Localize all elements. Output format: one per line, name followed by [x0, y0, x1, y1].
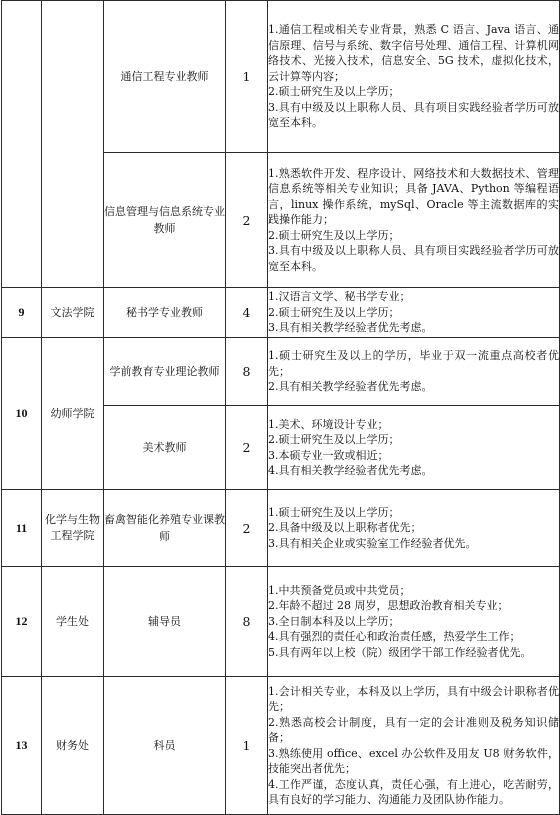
position-title: 辅导员 [104, 567, 226, 677]
department-cell: 幼师学院 [42, 338, 104, 490]
table-row [2, 288, 560, 338]
requirement-item: 1.美术、环境设计专业； [268, 417, 389, 431]
table-row [2, 490, 560, 567]
requirement-item: 2.熟悉高校会计制度，具有一定的会计准则及税务知识储备； [268, 715, 559, 744]
department-cell: 学生处 [42, 567, 104, 677]
row-number [2, 1, 42, 288]
row-number: 10 [2, 338, 42, 490]
department-cell: 财务处 [42, 677, 104, 815]
headcount: 8 [226, 567, 268, 677]
row-number: 9 [2, 288, 42, 338]
row-number: 12 [2, 567, 42, 677]
requirement-item: 3.具有中级及以上职称人员、具有项目实践经验者学历可放宽至本科。 [268, 244, 559, 273]
table-row [2, 338, 560, 406]
position-title: 畜禽智能化养殖专业课教师 [104, 490, 226, 567]
requirements-cell [268, 1, 560, 153]
row-number: 11 [2, 490, 42, 567]
headcount: 2 [226, 490, 268, 567]
requirements-cell [268, 490, 560, 567]
headcount: 8 [226, 338, 268, 406]
requirement-item: 3.熟练使用 office、excel 办公软件及用友 U8 财务软件，技能突出者优先； [268, 746, 559, 775]
requirement-item: 2.年龄不超过 28 周岁，思想政治教育相关专业； [268, 599, 509, 613]
requirement-item: 3.具有中级及以上职称人员、具有项目实践经验者学历可放宽至本科。 [268, 100, 559, 130]
requirement-item: 3.具有相关企业或实验室工作经验者优先。 [268, 536, 477, 550]
requirement-item: 3.具有相关教学经验者优先考虑。 [268, 321, 433, 335]
requirement-item: 2.硕士研究生及以上学历； [268, 305, 400, 319]
requirement-item: 1.熟悉软件开发、程序设计、网络技术和大数据技术、管理信息系统等相关专业知识；具备 JAVA、Python 等编程语言，linux 操作系统，mySql、Oracle 等主流数据库的实践操作能力； [268, 166, 559, 227]
requirements-cell [268, 153, 560, 288]
headcount: 4 [226, 288, 268, 338]
requirements-cell [268, 677, 560, 815]
requirements-cell [268, 338, 560, 406]
position-title: 科员 [104, 677, 226, 815]
requirement-item: 4.具有相关教学经验者优先考虑。 [268, 464, 433, 477]
headcount: 2 [226, 406, 268, 490]
department-cell: 化学与生物工程学院 [42, 490, 104, 567]
row-number: 13 [2, 677, 42, 815]
recruitment-table [1, 0, 560, 815]
position-title: 通信工程专业教师 [104, 1, 226, 153]
requirements-cell [268, 288, 560, 338]
requirement-item: 5.具有两年以上校（院）级团学干部工作经验者优先。 [268, 645, 532, 659]
requirement-item: 2.具有相关教学经验者优先考虑。 [268, 380, 433, 394]
requirement-item: 3.全日制本科及以上学历； [268, 614, 400, 628]
requirement-item: 2.具备中级及以上职称者优先； [268, 521, 422, 535]
table-row [2, 677, 560, 815]
requirement-item: 2.硕士研究生及以上学历； [268, 433, 400, 446]
headcount: 1 [226, 1, 268, 153]
requirement-item: 1.中共预备党员或中共党员； [268, 583, 411, 597]
position-title: 学前教育专业理论教师 [104, 338, 226, 406]
requirement-item: 4.具有强烈的责任心和政治责任感，热爱学生工作； [268, 630, 521, 644]
requirement-item: 2.硕士研究生及以上学历； [268, 85, 400, 99]
requirement-item: 1.会计相关专业，本科及以上学历，具有中级会计职称者优先； [268, 684, 559, 713]
requirement-item: 1.硕士研究生及以上学历； [268, 505, 400, 519]
headcount: 1 [226, 677, 268, 815]
requirements-cell [268, 406, 560, 490]
table-row [2, 1, 560, 153]
department-cell [42, 1, 104, 288]
requirement-item: 3.本硕专业一致或相近； [268, 448, 389, 462]
position-title: 美术教师 [104, 406, 226, 490]
department-cell: 文法学院 [42, 288, 104, 338]
requirement-item: 1.汉语言文学、秘书学专业； [268, 290, 411, 304]
requirement-item: 1.通信工程或相关专业背景，熟悉 C 语言、Java 语言、通信原理、信号与系统、数字信号处理、通信工程、计算机网络技术、光接入技术，信息安全、5G 技术，虚拟化技术，云计算等内容； [268, 23, 559, 83]
position-title: 秘书学专业教师 [104, 288, 226, 338]
requirements-cell [268, 567, 560, 677]
requirement-item: 2.硕士研究生及以上学历； [268, 228, 400, 242]
requirement-item: 4.工作严谨，态度认真，责任心强，有上进心，吃苦耐劳，具有良好的学习能力、沟通能力及团队协作能力。 [268, 777, 559, 806]
table-row [2, 567, 560, 677]
headcount: 2 [226, 153, 268, 288]
position-title: 信息管理与信息系统专业教师 [104, 153, 226, 288]
requirement-item: 1.硕士研究生及以上的学历，毕业于双一流重点高校者优先； [268, 349, 559, 378]
